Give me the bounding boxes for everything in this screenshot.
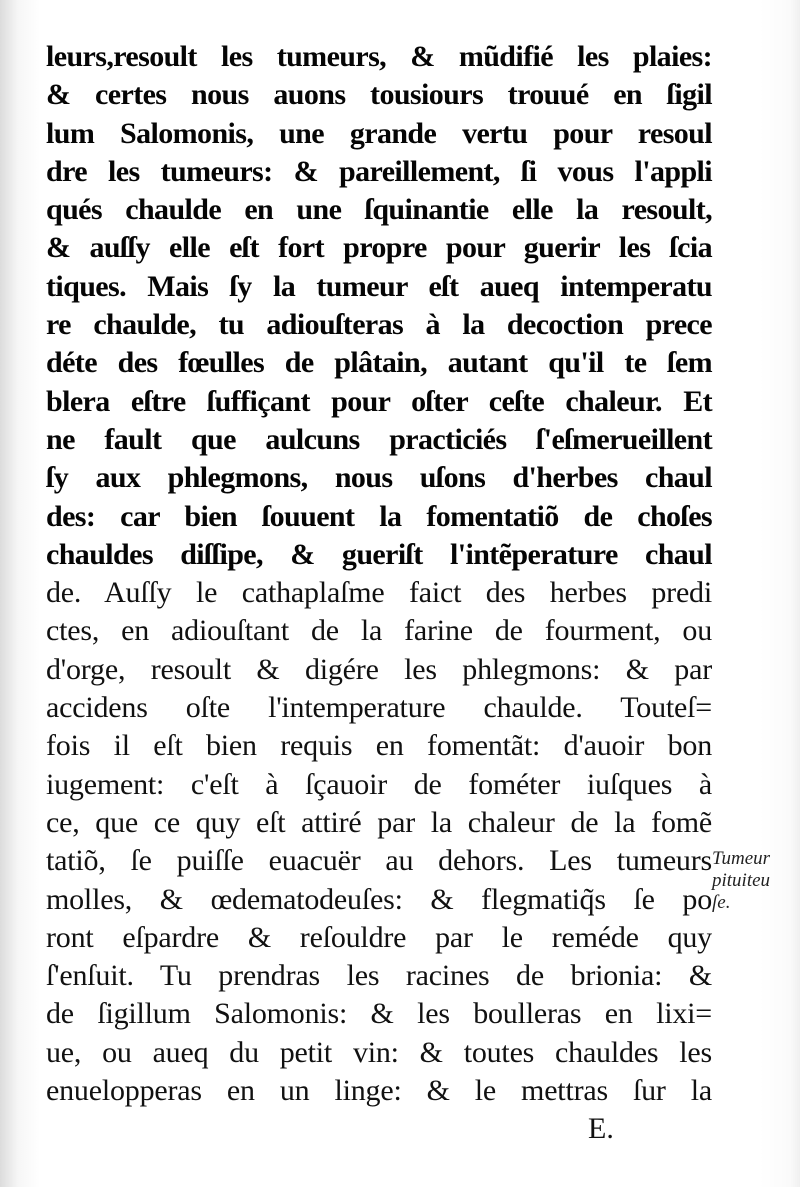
text-line: ſ'enſuit. Tu prendras les racines de brionia: &	[46, 959, 712, 993]
text-line: qués chaulde en une ſquinantie elle la resoult,	[46, 193, 712, 227]
text-line: chauldes diſſipe, & gueriſt l'intẽperature chaul	[46, 537, 712, 571]
text-line: molles, & œdematodeuſes: & flegmatiq̃s ſe po	[46, 882, 712, 916]
text-line: ce, que ce quy eſt attiré par la chaleur de la fomẽ	[46, 805, 712, 839]
text-line: leurs,resoult les tumeurs, & mũdifié les plaies:	[46, 40, 712, 73]
catchword: E.	[588, 1112, 614, 1145]
text-line: blera eſtre ſuffiçant pour oſter ceſte chaleur. Et	[46, 384, 712, 418]
text-line: enuelopperas en un linge: & le mettras ſur la	[46, 1074, 712, 1108]
text-line: de ſigillum Salomonis: & les boulleras en lixi=	[46, 997, 712, 1031]
margin-note-line: pituiteu	[712, 870, 771, 891]
margin-note-line: ſe.	[712, 892, 731, 913]
text-line: tiques. Mais ſy la tumeur eſt aueq intemperatu	[46, 269, 712, 303]
margin-note-line: Tumeur	[712, 848, 771, 869]
text-line: déte des fœulles de plâtain, autant qu'il te ſem	[46, 346, 712, 380]
text-line: ſy aux phlegmons, nous uſons d'herbes chaul	[46, 461, 712, 495]
text-line: de. Auſſy le cathaplaſme faict des herbes predi	[46, 576, 712, 610]
text-line: ctes, en adiouſtant de la farine de fourment, ou	[46, 614, 712, 648]
margin-note	[712, 848, 800, 914]
text-line: iugement: c'eſt à ſçauoir de fométer iuſques à	[46, 767, 712, 801]
text-line: & auſſy elle eſt fort propre pour guerir les ſcia	[46, 231, 712, 265]
text-line: fois il eſt bien requis en fomentãt: d'auoir bon	[46, 729, 712, 763]
text-line: d'orge, resoult & digére les phlegmons: & par	[46, 652, 712, 686]
text-line: lum Salomonis, une grande vertu pour resoul	[46, 116, 712, 150]
text-line: re chaulde, tu adiouſteras à la decoction prece	[46, 308, 712, 342]
text-line: accidens oſte l'intemperature chaulde. Touteſ=	[46, 691, 712, 725]
text-line: tatiõ, ſe puiſſe euacuër au dehors. Les tumeurs	[46, 844, 712, 878]
text-line: dre les tumeurs: & pareillement, ſi vous l'appli	[46, 154, 712, 188]
text-line: ront eſpardre & reſouldre par le reméde quy	[46, 920, 712, 954]
text-line: & certes nous auons tousiours trouué en ſigil	[46, 78, 712, 112]
body-text	[46, 38, 712, 1110]
text-line: ne fault que aulcuns practiciés ſ'eſmerueillent	[46, 422, 712, 456]
text-line: des: car bien ſouuent la fomentatiõ de choſes	[46, 499, 712, 533]
text-line: ue, ou aueq du petit vin: & toutes chauldes les	[46, 1035, 712, 1069]
